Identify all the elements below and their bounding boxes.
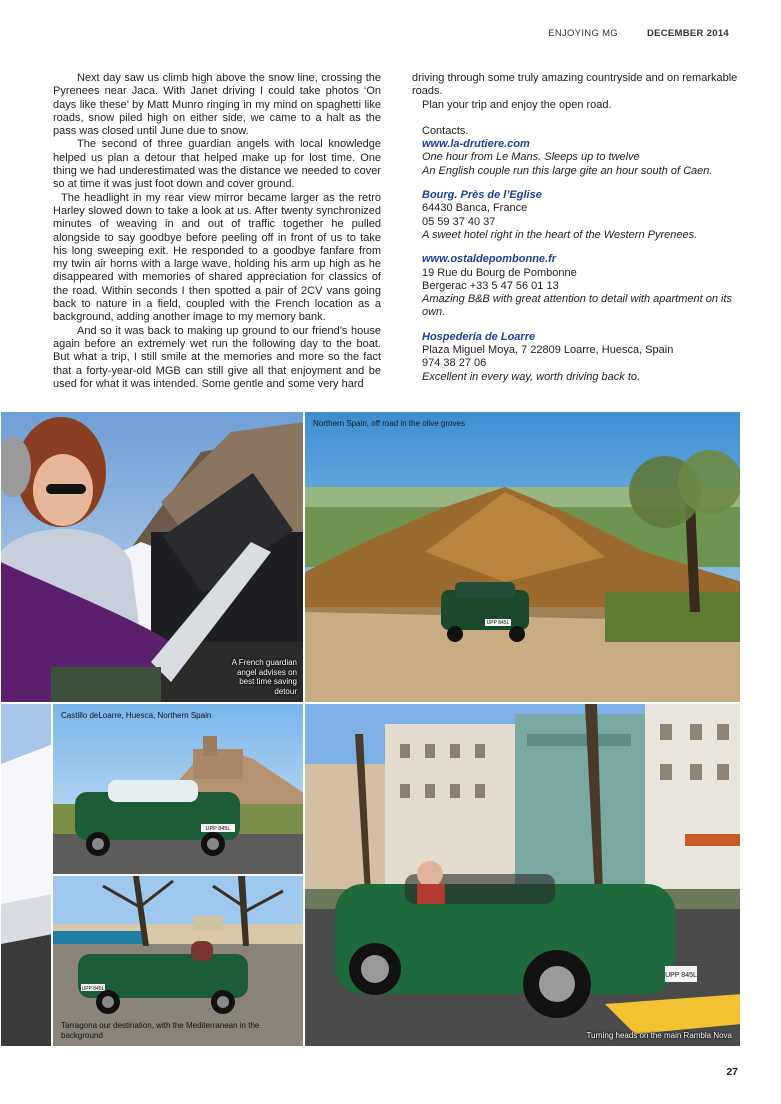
contact-address: 64430 Banca, France xyxy=(422,202,528,215)
caption-castillo: Castillo deLoarre, Huesca, Northern Spain xyxy=(61,711,212,720)
caption-tarragona: Tarragona our destination, with the Mediterranean in the background xyxy=(61,1021,260,1040)
caption-olive: Northern Spain, off road in the olive groves xyxy=(313,419,465,428)
article-column-left xyxy=(53,72,381,391)
article-closing: Plan your trip and enjoy the open road. xyxy=(422,98,612,111)
magazine-name: ENJOYING MG xyxy=(548,28,618,39)
photo-collage xyxy=(0,411,741,1047)
licence-plate-text: UPP 845L xyxy=(665,972,697,979)
article-paragraph: And so it was back to making up ground to our friend’s house again before an extremely wet run the following day to the boat. But what a trip, I still smile at the memories and more so the fact that a forty-year-old MGB can still give all that enjoyment and be used for what it was intended. Some gentle and some very hard xyxy=(53,324,381,390)
licence-plate-text: UPP 845L xyxy=(205,826,231,832)
article-continuation: driving through some truly amazing countryside and on remarkable roads. xyxy=(412,72,738,98)
caption-rambla: Turning heads on the main Rambla Nova xyxy=(586,1030,732,1040)
contact-name: Bourg. Près de l’Eglise xyxy=(422,189,542,202)
contact-entry xyxy=(412,189,742,242)
castillo-photo-image xyxy=(53,704,304,875)
article-paragraph: Next day saw us climb high above the snow line, crossing the Pyrenees near Jaca. With Janet driving I could take photos ‘On days like these’ by Matt Munro ringing in my mind on spaghetti like roads, snow piled high on either side, we came to a halt as the pass was closed until June due to snow. xyxy=(53,72,381,138)
photo-rambla-nova xyxy=(304,703,741,1047)
photo-guardian-angel xyxy=(0,411,304,703)
contacts-heading: Contacts. xyxy=(422,124,469,137)
contact-phone: Bergerac +33 5 47 56 01 13 xyxy=(422,279,559,292)
contact-address: Plaza Miguel Moya, 7 22809 Loarre, Huesca, Spain xyxy=(422,344,674,357)
photo-olive-groves xyxy=(304,411,741,703)
page-number: 27 xyxy=(726,1066,738,1078)
caption-guardian: A French guardian angel advises on best time saving detour xyxy=(231,658,297,696)
licence-plate-text: UPP 845L xyxy=(81,986,105,992)
licence-plate-text: UPP 845L xyxy=(486,620,510,626)
photo-tarragona xyxy=(52,875,304,1047)
issue-date: DECEMBER 2014 xyxy=(646,28,729,39)
page-header xyxy=(522,28,729,39)
contact-phone: 974 38 27 06 xyxy=(422,357,487,370)
olive-photo-image xyxy=(305,412,741,703)
contact-name[interactable]: www.la-drutiere.com xyxy=(422,138,530,151)
contact-entry xyxy=(412,138,742,178)
contact-entry xyxy=(412,253,742,319)
contact-note: One hour from Le Mans. Sleeps up to twelve xyxy=(422,151,640,164)
contact-note: Excellent in every way, worth driving back to. xyxy=(422,370,641,383)
contact-address: 19 Rue du Bourg de Pombonne xyxy=(422,266,577,279)
rambla-photo-image xyxy=(305,704,741,1047)
contact-note: Amazing B&B with great attention to detail with apartment on its own. xyxy=(422,293,732,319)
snow-photo-image xyxy=(1,704,52,1047)
article-paragraph: The second of three guardian angels with local knowledge helped us plan a detour that helped make up for lost time. One thing we had underestimated was the distance we needed to cover so at time it was just foot down and cover ground. xyxy=(53,138,381,191)
photo-castillo xyxy=(52,703,304,875)
contact-phone: 05 59 37 40 37 xyxy=(422,215,496,228)
contact-name[interactable]: www.ostaldepombonne.fr xyxy=(422,253,557,266)
article-paragraph: The headlight in my rear view mirror became larger as the retro Harley slowed down to take a look at us. After twenty synchronized minutes of weaving in and out of traffic together he pulled alongside to say goodbye before peeling off in front of us to take his long sweeping exit. He responded to a goodbye fanfare from my twin air horns with a large wave, holding his arm up high as he disappeared with memories of shared appreciation for classics of the road. Within seconds I then spotted a pair of 2CV vans going back to nature in a field, coupled with the French location as a background, adding another image to my memory bank. xyxy=(53,191,381,324)
contact-note: A sweet hotel right in the heart of the Western Pyrenees. xyxy=(422,228,698,241)
contact-name: Hospedería de Loarre xyxy=(422,330,536,343)
photo-snow-road xyxy=(0,703,52,1047)
contact-entry xyxy=(412,331,742,384)
article-column-right xyxy=(412,72,742,395)
contact-note: An English couple run this large gite an hour south of Caen. xyxy=(422,164,713,177)
